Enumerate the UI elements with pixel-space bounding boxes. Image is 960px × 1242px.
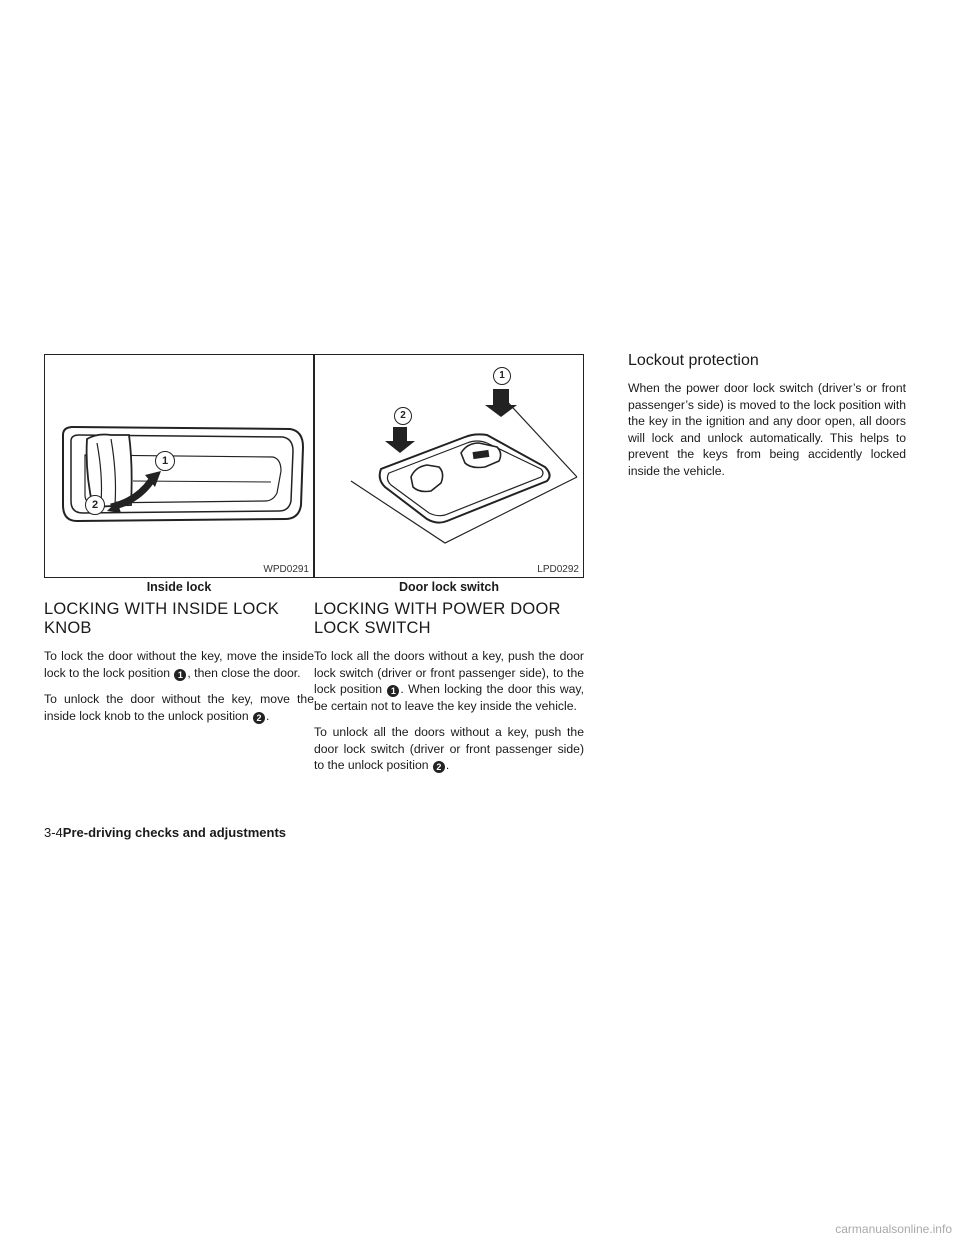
paragraph-text: . When locking the door this way, be certain not to leave the key inside the vehicle. — [314, 682, 585, 713]
watermark: carmanualsonline.info — [835, 1222, 952, 1236]
section-heading: LOCKING WITH INSIDE LOCK KNOB — [44, 600, 279, 637]
paragraph-text: . — [445, 758, 450, 772]
page-footer — [44, 825, 286, 840]
figure-label-2: 2 — [85, 495, 105, 515]
figure-code: LPD0292 — [537, 564, 579, 575]
figure-door-lock-switch — [314, 354, 584, 578]
chapter-title: Pre-driving checks and adjustments — [62, 825, 287, 840]
body-paragraph — [314, 648, 584, 714]
body-paragraph — [44, 648, 314, 681]
paragraph-text: To lock all the doors without a key, push the door lock switch (driver or front passenger side), to the lock position — [314, 649, 584, 696]
position-marker: 2 — [433, 761, 445, 773]
paragraph-text: , then close the door. — [187, 665, 301, 680]
position-marker: 1 — [174, 669, 186, 681]
body-paragraph — [314, 724, 584, 774]
section-heading: LOCKING WITH POWER DOOR LOCK SWITCH — [314, 600, 561, 637]
body-paragraph: When the power door lock switch (driver’s or front passenger’s side) is moved to the lock position with the key in the ignition and any door open, all doors will lock and unlock automatically. This helps to prevent the keys from being accidently locked inside the vehicle. — [628, 381, 906, 478]
figure-caption: Door lock switch — [398, 580, 500, 594]
paragraph-text: To lock the door without the key, move the inside lock to the lock position — [44, 649, 314, 680]
door-lock-switch-illustration — [315, 355, 583, 577]
subsection-heading: Lockout protection — [628, 352, 759, 369]
column-lockout-protection — [628, 352, 906, 489]
figure-code: WPD0291 — [263, 564, 309, 575]
figure-label-1: 1 — [155, 451, 175, 471]
figure-inside-lock — [44, 354, 314, 578]
paragraph-text: . — [266, 708, 270, 723]
page-number: 3-4 — [44, 825, 63, 840]
inside-lock-illustration — [45, 355, 313, 577]
figure-label-2: 2 — [394, 407, 412, 425]
paragraph-text: To unlock all the doors without a key, push the door lock switch (driver or front passenger side) to the unlock position — [314, 725, 584, 772]
figure-caption: Inside lock — [146, 580, 212, 594]
column-door-lock-switch — [314, 354, 584, 784]
position-marker: 2 — [253, 712, 265, 724]
body-paragraph — [44, 691, 314, 724]
position-marker: 1 — [387, 685, 399, 697]
column-inside-lock — [44, 354, 314, 734]
figure-label-1: 1 — [493, 367, 511, 385]
paragraph-text: To unlock the door without the key, move the inside lock knob to the unlock position — [44, 692, 314, 723]
